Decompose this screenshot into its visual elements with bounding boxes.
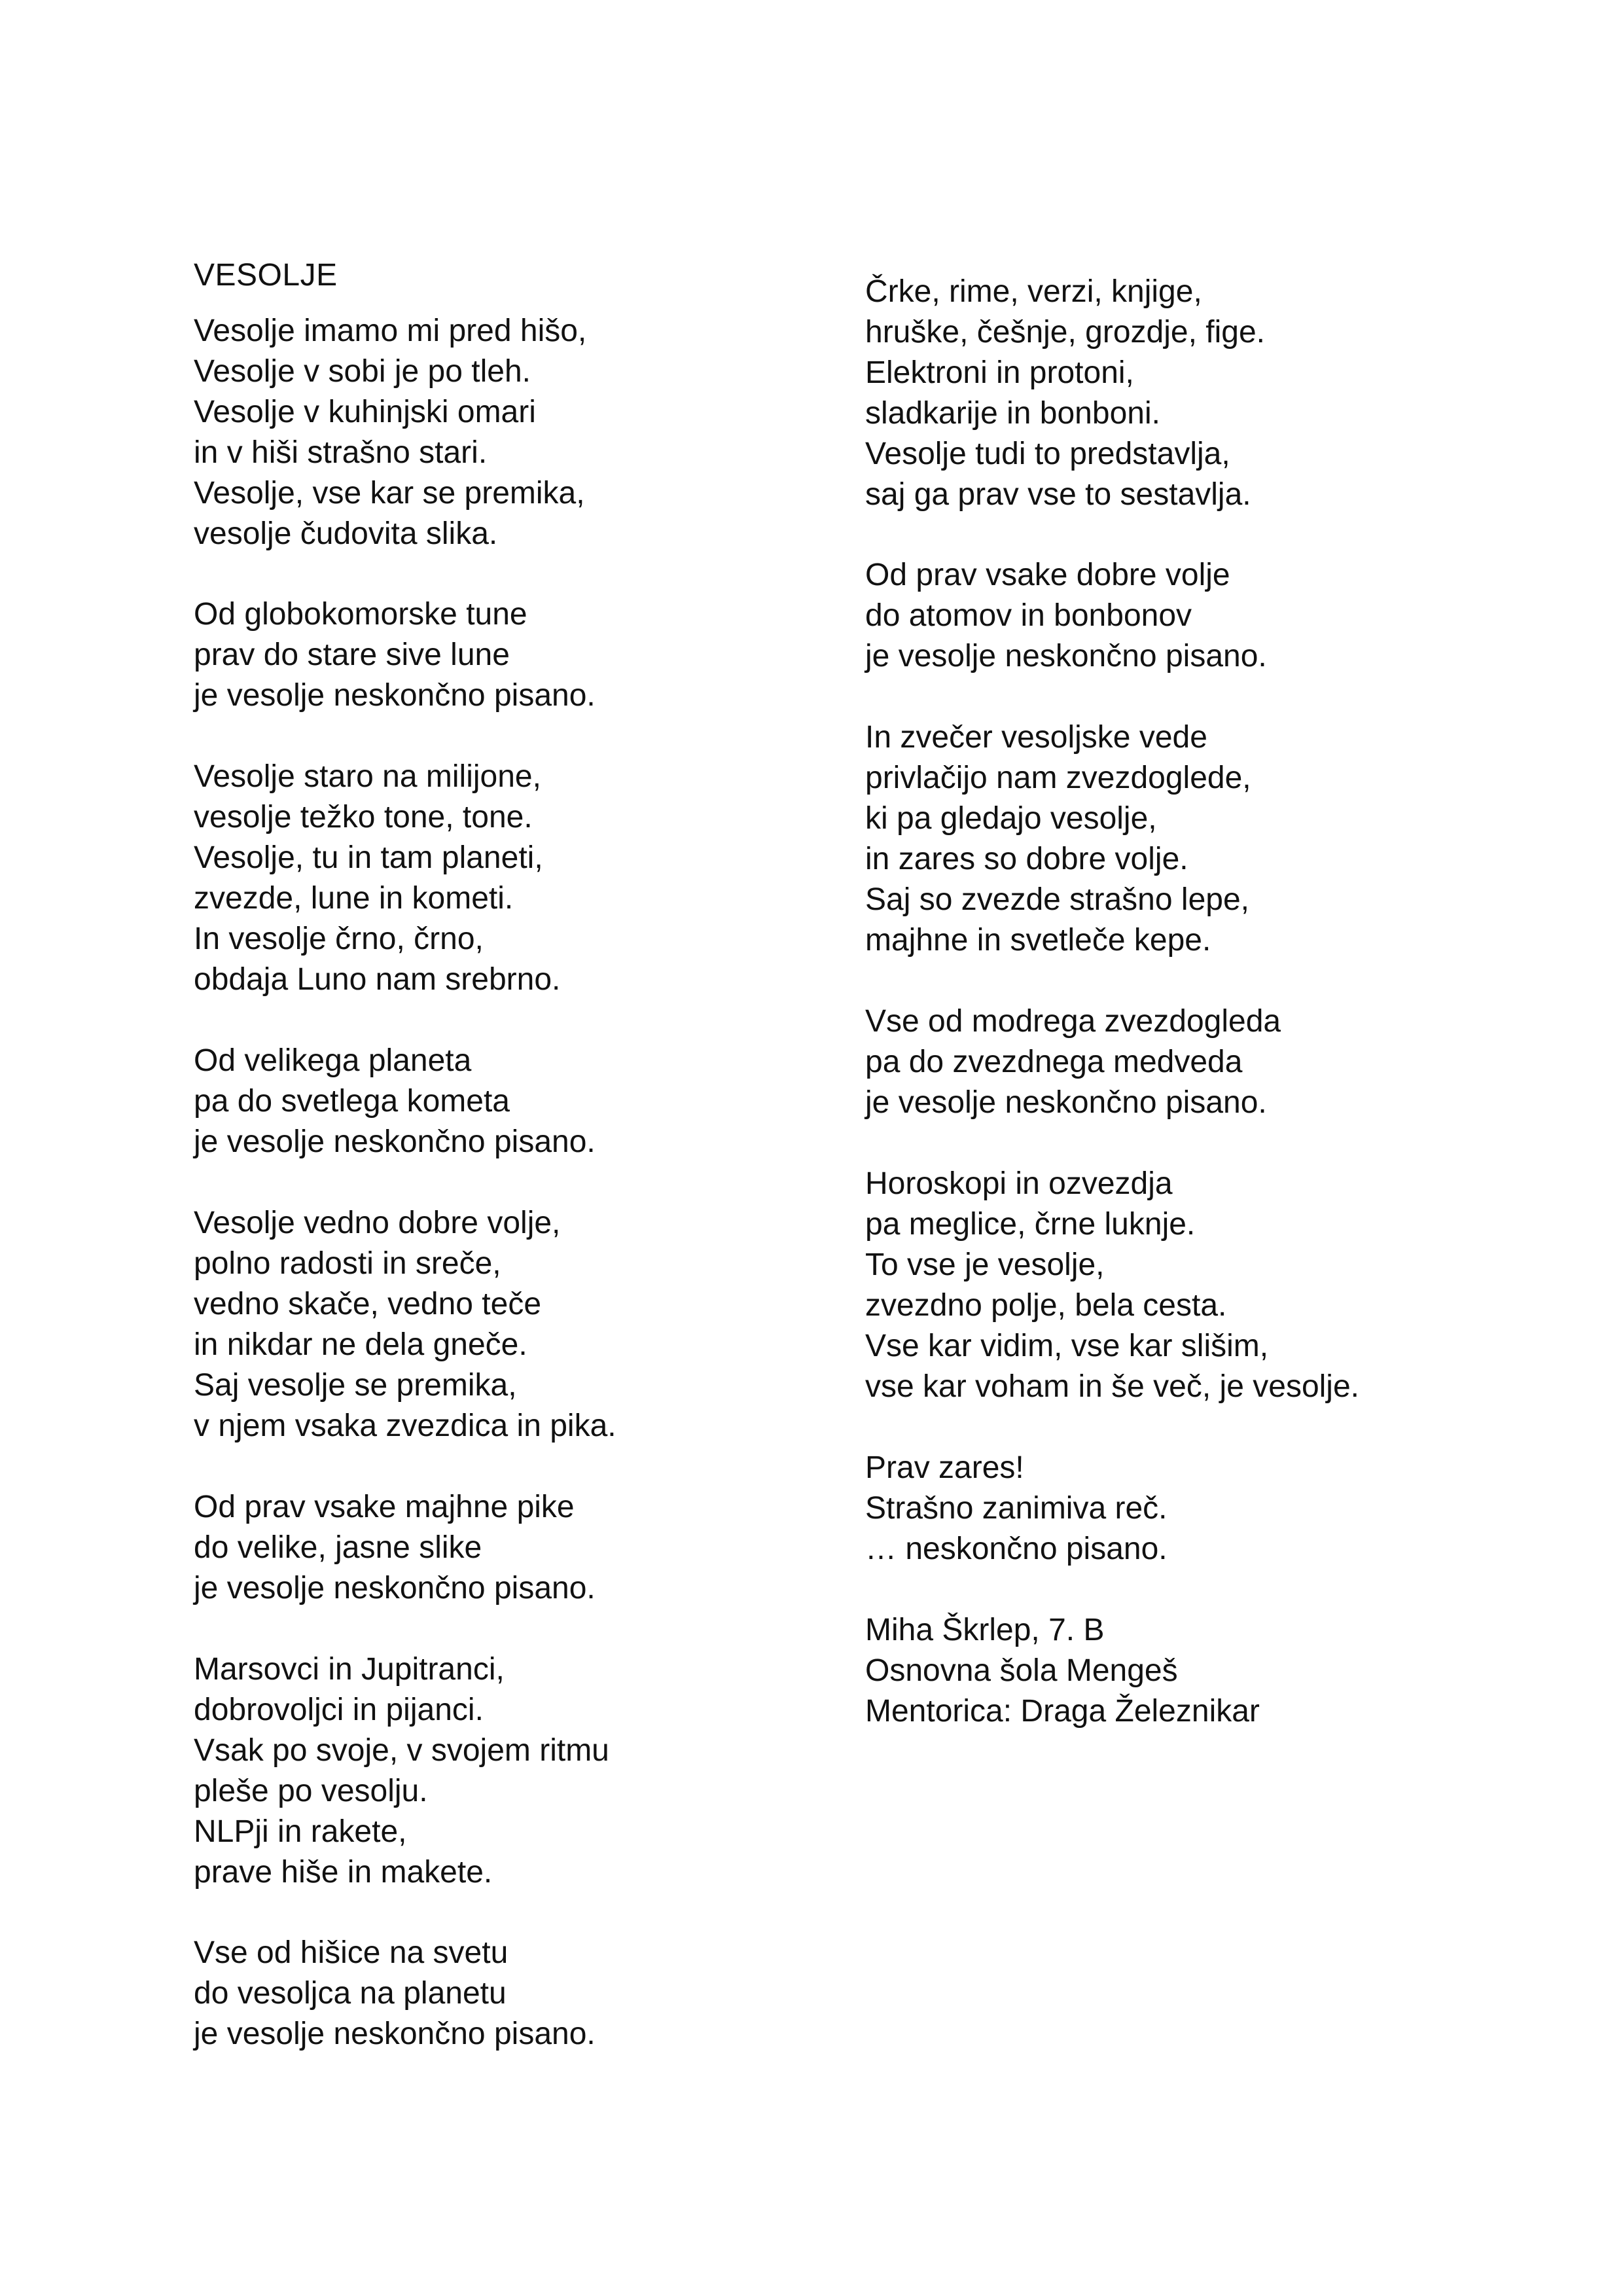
poem-line: Od prav vsake majhne pike (194, 1490, 575, 1524)
poem-line: Elektroni in protoni, (865, 355, 1134, 390)
author-name: Miha Škrlep, 7. B (865, 1613, 1105, 1647)
poem-line: prav do stare sive lune (194, 637, 510, 672)
poem-line: Vesolje imamo mi pred hišo, (194, 314, 587, 348)
stanza (865, 1001, 1281, 1123)
stanza (194, 757, 560, 1000)
poem-line: privlačijo nam zvezdoglede, (865, 761, 1251, 795)
stanza (194, 1203, 616, 1446)
poem-line: Vesolje v sobi je po tleh. (194, 354, 531, 389)
poem-line: in zares so dobre volje. (865, 842, 1188, 876)
author-signature (865, 1610, 1260, 1732)
poem-line: Od velikega planeta (194, 1043, 472, 1078)
poem-line: dobrovoljci in pijanci. (194, 1693, 484, 1727)
poem-line: sladkarije in bonboni. (865, 396, 1160, 431)
poem-line: Vesolje tudi to predstavlja, (865, 437, 1230, 471)
poem-line: zvezdno polje, bela cesta. (865, 1288, 1227, 1323)
poem-line: Vesolje, tu in tam planeti, (194, 840, 543, 875)
poem-line: Vsak po svoje, v svojem ritmu (194, 1733, 609, 1768)
poem-line: In zvečer vesoljske vede (865, 720, 1207, 755)
mentor-name: Mentorica: Draga Železnikar (865, 1694, 1260, 1729)
stanza (194, 311, 586, 554)
stanza (865, 272, 1265, 515)
poem-line: Vesolje, vse kar se premika, (194, 476, 585, 511)
poem-line: do velike, jasne slike (194, 1530, 482, 1565)
poem-line: vesolje težko tone, tone. (194, 800, 533, 834)
stanza (865, 1448, 1168, 1570)
stanza (194, 1487, 596, 1609)
stanza (865, 1164, 1359, 1407)
poem-line: pleše po vesolju. (194, 1774, 428, 1808)
poem-line: vedno skače, vedno teče (194, 1287, 542, 1321)
poem-line: Vse od hišice na svetu (194, 1935, 508, 1970)
poem-line: je vesolje neskončno pisano. (194, 678, 596, 713)
poem-line: Vse od modrega zvezdogleda (865, 1004, 1281, 1039)
poem-line: je vesolje neskončno pisano. (194, 1124, 596, 1159)
poem-line: je vesolje neskončno pisano. (865, 1085, 1267, 1120)
poem-line: majhne in svetleče kepe. (865, 923, 1211, 958)
poem-line: In vesolje črno, črno, (194, 922, 484, 956)
poem-line: je vesolje neskončno pisano. (194, 2017, 596, 2051)
poem-line: polno radosti in sreče, (194, 1246, 501, 1281)
stanza (194, 1933, 596, 2054)
poem-line: je vesolje neskončno pisano. (865, 639, 1267, 673)
poem-line: do vesoljca na planetu (194, 1976, 507, 2011)
poem-line: hruške, češnje, grozdje, fige. (865, 315, 1265, 350)
poem-line: Vesolje vedno dobre volje, (194, 1206, 561, 1240)
poem-line: saj ga prav vse to sestavlja. (865, 477, 1251, 512)
poem-line: To vse je vesolje, (865, 1247, 1105, 1282)
poem-line: NLPji in rakete, (194, 1814, 407, 1849)
stanza (194, 594, 596, 716)
poem-line: in nikdar ne dela gneče. (194, 1327, 527, 1362)
poem-line: in v hiši strašno stari. (194, 435, 488, 470)
poem-line: Vesolje v kuhinjski omari (194, 395, 536, 429)
poem-line: obdaja Luno nam srebrno. (194, 962, 561, 997)
poem-line: Horoskopi in ozvezdja (865, 1166, 1173, 1201)
poem-line: do atomov in bonbonov (865, 598, 1192, 633)
poem-line: vse kar voham in še več, je vesolje. (865, 1369, 1359, 1404)
poem-line: Črke, rime, verzi, knjige, (865, 274, 1202, 309)
poem-line: Prav zares! (865, 1450, 1024, 1485)
poem-line: Strašno zanimiva reč. (865, 1491, 1168, 1526)
poem-line: Vse kar vidim, vse kar slišim, (865, 1329, 1269, 1363)
stanza (194, 1649, 609, 1893)
poem-line: prave hiše in makete. (194, 1855, 493, 1890)
poem-line: Od prav vsake dobre volje (865, 558, 1230, 592)
poem-line: pa do zvezdnega medveda (865, 1045, 1243, 1079)
poem-line: pa do svetlega kometa (194, 1084, 510, 1119)
stanza (194, 1041, 596, 1162)
poem-line: v njem vsaka zvezdica in pika. (194, 1408, 616, 1443)
poem-line: Vesolje staro na milijone, (194, 759, 541, 794)
stanza (865, 555, 1267, 677)
poem-line: Od globokomorske tune (194, 597, 527, 632)
poem-line: Saj vesolje se premika, (194, 1368, 517, 1403)
stanza (865, 717, 1251, 961)
poem-title: VESOLJE (194, 258, 338, 293)
poem-line: Marsovci in Jupitranci, (194, 1652, 505, 1687)
school-name: Osnovna šola Mengeš (865, 1653, 1178, 1688)
poem-line: pa meglice, črne luknje. (865, 1207, 1196, 1242)
poem-line: Saj so zvezde strašno lepe, (865, 882, 1249, 917)
poem-line: zvezde, lune in kometi. (194, 881, 514, 916)
poem-line: vesolje čudovita slika. (194, 516, 498, 551)
poem-line: je vesolje neskončno pisano. (194, 1571, 596, 1605)
poem-line: ki pa gledajo vesolje, (865, 801, 1157, 836)
poem-line: … neskončno pisano. (865, 1532, 1168, 1566)
